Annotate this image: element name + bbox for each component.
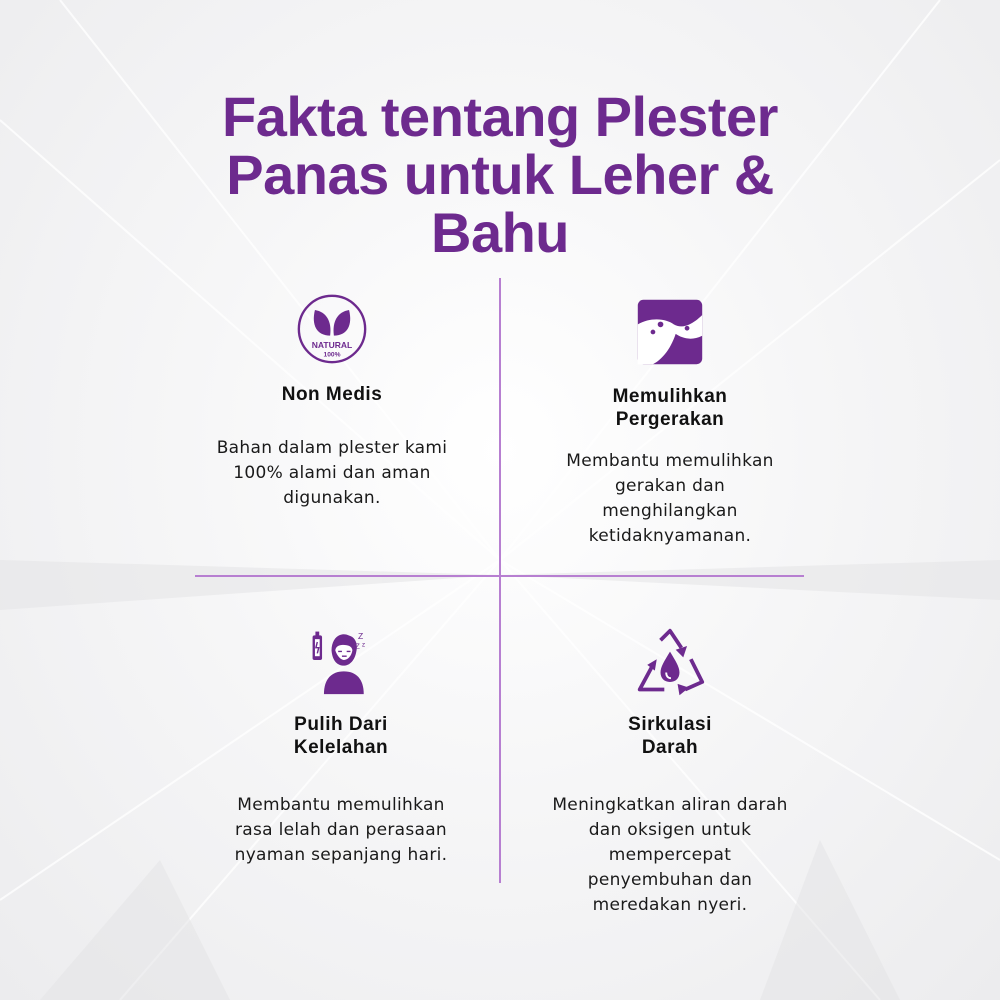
natural-leaf-badge-icon [292, 293, 372, 365]
card-heading: Memulihkan Pergerakan [612, 386, 728, 430]
feature-card-non-medis [182, 293, 482, 511]
badge-label: NATURAL [311, 339, 353, 350]
card-description: Membantu memulihkan rasa lelah dan perasaan nyaman sepanjang hari. [234, 795, 448, 865]
svg-text:Z: Z [355, 641, 360, 651]
card-heading: Sirkulasi Darah [628, 714, 712, 758]
svg-text:Z: Z [358, 631, 364, 642]
horizontal-divider [195, 575, 804, 577]
card-description: Bahan dalam plester kami 100% alami dan aman digunakan. [216, 438, 448, 508]
blood-drop-cycle-icon [630, 627, 710, 699]
feature-card-pulih-dari-kelelahan [191, 624, 491, 868]
feature-card-memulihkan-pergerakan [520, 296, 820, 549]
card-description: Membantu memulihkan gerakan dan menghilangkan ketidaknyamanan. [566, 451, 774, 546]
feature-card-sirkulasi-darah [520, 627, 820, 918]
vertical-divider [499, 278, 501, 883]
svg-text:z: z [361, 641, 366, 649]
card-description: Meningkatkan aliran darah dan oksigen untuk mempercepat penyembuhan dan meredakan nyeri. [552, 795, 788, 915]
tired-person-battery-icon [301, 624, 381, 696]
card-heading: Pulih Dari Kelelahan [293, 714, 389, 758]
card-heading: Non Medis [281, 384, 383, 405]
badge-sub-label: 100% [323, 351, 341, 359]
page-title: Fakta tentang Plester Panas untuk Leher & Bahu [222, 85, 778, 264]
joint-bone-icon [630, 296, 710, 368]
